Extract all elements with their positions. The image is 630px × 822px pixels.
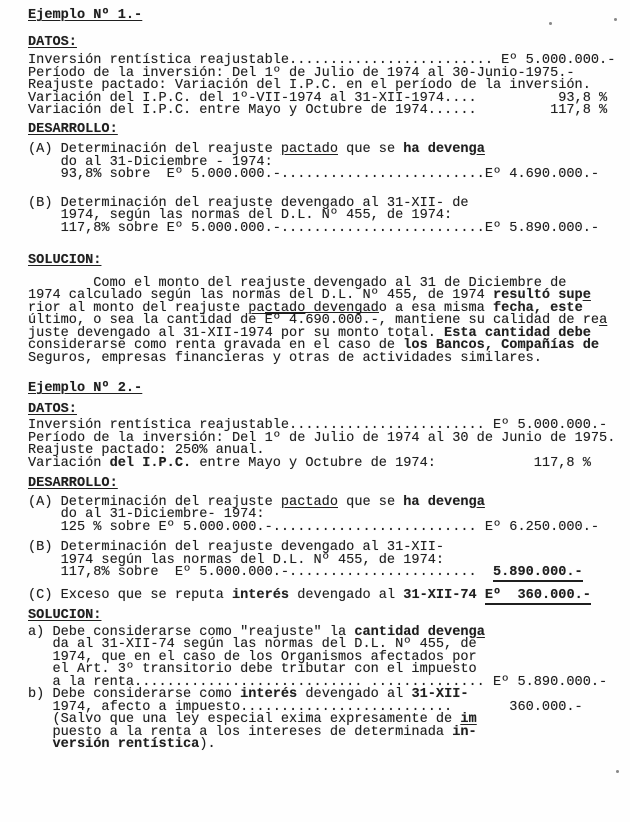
desarrollo-1-heading-block (28, 121, 630, 137)
dato2-variacion-ipc: Variación del I.P.C. entre Mayo y Octubre de 1974: 117,8 % (28, 455, 591, 471)
dato-periodo: Período de la inversión: Del 1º de Julio de 1974 al 30-Junio-1975.- (28, 65, 575, 81)
document-body (28, 10, 630, 752)
sol2-b-line2: 1974, afecto a impuesto.......................... 360.000.- (28, 699, 583, 715)
desarrollo-1-item-b (28, 195, 630, 236)
sol2-a-line3: 1974, que en el caso de los Organismos afectados por (28, 649, 477, 665)
dato-variacion-ipc-2: Variación del I.P.C. entre Mayo y Octubre de 1974...... 117,8 % (28, 103, 608, 118)
item-b1-line1: (B) Determinación del reajuste devengado al 31-XII- de (28, 195, 469, 211)
desarrollo-2-item-c (28, 587, 630, 603)
sol1-line6: considerarse como renta gravada en el caso de los Bancos, Compañías de (28, 338, 600, 353)
solucion-1-paragraph (28, 275, 630, 366)
datos-1-heading: DATOS: (28, 34, 77, 50)
sol1-line7: Seguros, empresas financieras y otras de actividades similares. (28, 350, 542, 366)
desarrollo-2-item-a (28, 494, 630, 535)
dato2-periodo: Período de la inversión: Del 1º de Julio de 1974 al 30 de Junio de 1975. (28, 430, 616, 446)
datos-1-heading-block (28, 34, 630, 50)
solucion-2-item-a (28, 624, 630, 690)
sol2-a-line1: a) Debe considerarse como "reajuste" la cantidad devenga (28, 624, 485, 640)
item-b2-line1: (B) Determinación del reajuste devengado al 31-XII- (28, 540, 445, 555)
item-a2-line2: do al 31-Diciembre- 1974: (28, 507, 265, 522)
item-c2-line1: (C) Exceso que se reputa interés devengado al 31-XII-74 Eº 360.000.- (28, 587, 591, 603)
item-b2-line3: 117,8% sobre Eº 5.000.000.-....................... 5.890.000.- (28, 565, 583, 580)
item-a1-line3: 93,8% sobre Eº 5.000.000.-.........................Eº 4.690.000.- (28, 167, 600, 182)
item-b1-line3: 117,8% sobre Eº 5.000.000.-.........................Eº 5.890.000.- (28, 220, 600, 236)
sol1-line1: Como el monto del reajuste devengado al 31 de Diciembre de (28, 275, 567, 291)
dato-reajuste-pactado: Reajuste pactado: Variación del I.P.C. en el período de la inversión. (28, 78, 591, 93)
sol1-line4: último, o sea la cantidad de Eº 4.690.000.-, mantiene su calidad de rea (28, 313, 608, 328)
item-b2-line2: 1974 según las normas del D.L. Nº 455, de 1974: (28, 552, 445, 568)
desarrollo-2-heading: DESARROLLO: (28, 476, 118, 491)
datos-2-heading-block (28, 401, 630, 417)
item-a1-line2: do al 31-Diciembre - 1974: (28, 154, 273, 170)
ejemplo-1-title-block (28, 10, 630, 23)
item-b1-line2: 1974, según las normas del D.L. Nº 455, de 1974: (28, 208, 453, 223)
dato2-inversion: Inversión rentística reajustable........................ Eº 5.000.000.- (28, 418, 608, 433)
solucion-1-heading: SOLUCION: (28, 253, 102, 268)
sol2-a-line2: da al 31-XII-74 según las normas del D.L. Nº 455, de (28, 637, 477, 652)
desarrollo-1-item-a (28, 144, 630, 182)
desarrollo-1-heading: DESARROLLO: (28, 121, 118, 137)
datos-2-lines (28, 420, 630, 470)
solucion-2-heading: SOLUCION: (28, 608, 102, 623)
ejemplo-2-title: Ejemplo Nº 2.- (28, 381, 143, 396)
ejemplo-1-title: Ejemplo Nº 1.- (28, 8, 143, 23)
datos-1-lines (28, 55, 630, 118)
sol2-b-line1: b) Debe considerarse como interés devengado al 31-XII- (28, 687, 469, 702)
solucion-2-item-b (28, 689, 630, 752)
desarrollo-2-item-b (28, 542, 630, 580)
sol2-a-line4: el Art. 3º transitorio debe tributar con el impuesto (28, 662, 477, 677)
item-a2-line1: (A) Determinación del reajuste pactado que se ha devenga (28, 494, 485, 510)
dato-variacion-ipc-1: Variación del I.P.C. del 1º-VII-1974 al 31-XII-1974.... 93,8 % (28, 90, 608, 106)
scan-artifact-dot (549, 22, 552, 25)
item-a1-line1: (A) Determinación del reajuste pactado que se ha devenga (28, 142, 485, 157)
solucion-1-heading-block (28, 255, 630, 268)
sol1-line3: rior al monto del reajuste pactado devengado a esa misma fecha, este (28, 300, 583, 316)
datos-2-heading: DATOS: (28, 401, 77, 417)
dato2-reajuste-pactado: Reajuste pactado: 250% anual. (28, 443, 265, 458)
ejemplo-2-title-block (28, 383, 630, 396)
sol2-b-line3: (Salvo que una ley especial exima expresamente de im (28, 712, 477, 727)
sol1-line5: juste devengado al 31-XII-1974 por su monto total. Esta cantidad debe (28, 325, 591, 341)
sol2-b-line5: versión rentística). (52, 737, 216, 752)
desarrollo-2-heading-block (28, 478, 630, 491)
sol1-line2: 1974 calculado según las normas del D.L. Nº 455, de 1974 resultó supe (28, 288, 591, 303)
item-a2-line3: 125 % sobre Eº 5.000.000.-......................... Eº 6.250.000.- (28, 519, 600, 535)
sol2-a-line5: a la renta............................ .............. Eº 5.890.000.- (28, 674, 608, 690)
sol2-b-line4: puesto a la renta a los intereses de determinada in- (28, 724, 477, 740)
solucion-2-heading-block (28, 610, 630, 623)
dato-inversion: Inversión rentística reajustable......................... Eº 5.000.000.- (28, 53, 616, 68)
scan-artifact-dot (614, 18, 617, 21)
scan-artifact-dot (616, 770, 619, 773)
